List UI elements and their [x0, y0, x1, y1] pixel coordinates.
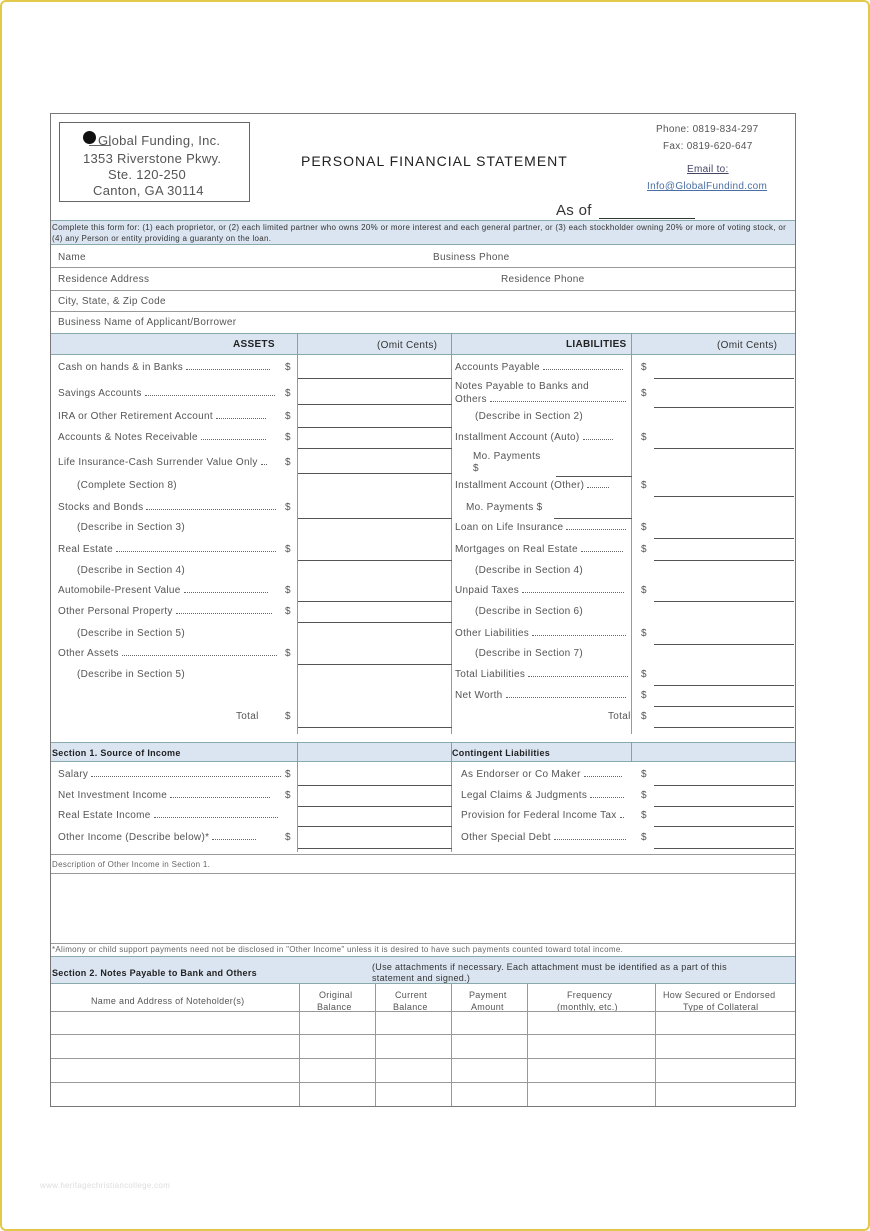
company-box [59, 122, 250, 202]
liab-mortgages-label: Mortgages on Real Estate [455, 544, 578, 555]
assets-omit-cents: (Omit Cents) [377, 340, 438, 351]
section2-note: (Use attachments if necessary. Each attachment must be identified as a part of this statement and signed.) [372, 962, 727, 983]
city-state-zip-field[interactable]: City, State, & Zip Code [58, 296, 166, 307]
currency-sign: $ [641, 810, 647, 821]
asset-stocks-label: Stocks and Bonds [58, 502, 144, 513]
currency-sign: $ [641, 432, 647, 443]
leader-dots [91, 769, 281, 777]
col-original: Original [319, 990, 353, 1000]
currency-sign: $ [285, 544, 291, 555]
liab-net-worth-label: Net Worth [455, 690, 503, 701]
business-phone-field[interactable]: Business Phone [433, 252, 510, 263]
asset-automobile-input[interactable] [298, 588, 452, 602]
col-payment: Payment [469, 990, 507, 1000]
residence-phone-field[interactable]: Residence Phone [501, 274, 585, 285]
liab-unpaid-taxes-label: Unpaid Taxes [455, 585, 520, 596]
leader-dots [532, 628, 626, 636]
asset-cash-input[interactable] [298, 365, 452, 379]
liab-note-section6: (Describe in Section 6) [475, 606, 584, 617]
divider [51, 943, 795, 944]
asset-personal-property-label: Other Personal Property [58, 606, 173, 617]
liab-other-input[interactable] [654, 631, 794, 645]
asset-note-section8: (Complete Section 8) [77, 480, 177, 491]
liab-total-liabilities-input[interactable] [654, 672, 794, 686]
contingent-special-debt-label: Other Special Debt [461, 832, 551, 843]
asset-life-insurance [58, 457, 267, 468]
liab-installment-auto-label: Installment Account (Auto) [455, 432, 580, 443]
income-investment [58, 790, 270, 801]
table-row[interactable] [51, 1058, 795, 1059]
currency-sign: $ [641, 669, 647, 680]
income-real-estate-label: Real Estate Income [58, 810, 151, 821]
contingent-special-debt [461, 832, 626, 843]
asset-savings-input[interactable] [298, 391, 452, 405]
currency-sign: $ [641, 480, 647, 491]
income-salary [58, 769, 281, 780]
assets-total-input[interactable] [298, 714, 452, 728]
section1-header: Section 1. Source of Income [52, 748, 181, 758]
currency-sign: $ [285, 606, 291, 617]
liab-life-insurance-input[interactable] [654, 525, 794, 539]
currency-sign: $ [285, 411, 291, 422]
income-real-estate [58, 810, 278, 821]
currency-sign: $ [285, 432, 291, 443]
divider [451, 984, 452, 1106]
divider [655, 984, 656, 1106]
currency-sign: $ [473, 463, 479, 474]
divider [527, 984, 528, 1106]
liab-installment-other [455, 480, 609, 491]
currency-sign: $ [641, 790, 647, 801]
col-current: Current [395, 990, 428, 1000]
asset-savings [58, 388, 275, 399]
liab-mo-payments2-label: Mo. Payments $ [466, 502, 543, 513]
leader-dots [490, 394, 626, 402]
contingent-special-debt-input[interactable] [654, 835, 794, 849]
liab-mo-payments-label: Mo. Payments [473, 451, 541, 462]
liab-installment-other-input[interactable] [654, 483, 794, 497]
liab-notes-payable: Notes Payable to Banks and [455, 381, 589, 392]
asset-note-section3: (Describe in Section 3) [77, 522, 186, 533]
asset-ira [58, 411, 266, 422]
contingent-legal [461, 790, 624, 801]
income-investment-label: Net Investment Income [58, 790, 168, 801]
asset-life-insurance-label: Life Insurance-Cash Surrender Value Only [58, 457, 258, 468]
currency-sign: $ [641, 628, 647, 639]
company-address-1: 1353 Riverstone Pkwy. [83, 151, 222, 166]
asset-receivables [58, 432, 266, 443]
asset-savings-label: Savings Accounts [58, 388, 142, 399]
leader-dots [212, 832, 256, 840]
liab-accounts-payable [455, 362, 623, 373]
divider [51, 311, 795, 312]
page-title: PERSONAL FINANCIAL STATEMENT [301, 153, 568, 169]
currency-sign: $ [641, 711, 647, 722]
liab-installment-other-label: Installment Account (Other) [455, 480, 585, 491]
liab-life-insurance [455, 522, 626, 533]
as-of-date-field[interactable] [599, 218, 695, 219]
asset-stocks [58, 502, 276, 513]
table-row[interactable] [51, 1034, 795, 1035]
table-row[interactable] [51, 1082, 795, 1083]
asset-real-estate-label: Real Estate [58, 544, 113, 555]
contingent-endorser [461, 769, 622, 780]
liabilities-header: LIABILITIES [566, 339, 627, 350]
liab-accounts-payable-input[interactable] [654, 365, 794, 379]
income-other-label: Other Income (Describe below)* [58, 832, 210, 843]
leader-dots [116, 544, 276, 552]
leader-dots [186, 362, 270, 370]
col-current-2: Balance [393, 1002, 428, 1012]
residence-address-field[interactable]: Residence Address [58, 274, 150, 285]
liab-net-worth-input[interactable] [654, 693, 794, 707]
currency-sign: $ [641, 769, 647, 780]
liab-mortgages [455, 544, 623, 555]
other-income-description-area[interactable] [51, 874, 795, 943]
liab-note-section7: (Describe in Section 7) [475, 648, 584, 659]
liab-mortgages-input[interactable] [654, 547, 794, 561]
col-payment-2: Amount [471, 1002, 504, 1012]
liab-mo-payments2-input[interactable] [554, 518, 632, 519]
asset-note-section4: (Describe in Section 4) [77, 565, 186, 576]
liab-installment-auto [455, 432, 613, 443]
liab-unpaid-taxes [455, 585, 624, 596]
liab-installment-auto-input[interactable] [654, 435, 794, 449]
col-secured-2: Type of Collateral [683, 1002, 759, 1012]
liab-total-liabilities-label: Total Liabilities [455, 669, 526, 680]
divider [51, 267, 795, 268]
asset-real-estate [58, 544, 276, 555]
email-label[interactable]: Email to: [687, 164, 729, 175]
business-name-field[interactable]: Business Name of Applicant/Borrower [58, 317, 237, 328]
instructions-band [51, 220, 795, 245]
company-address-3: Canton, GA 30114 [93, 183, 204, 198]
contingent-endorser-input[interactable] [654, 772, 794, 786]
contingent-tax [461, 810, 624, 821]
contingent-endorser-label: As Endorser or Co Maker [461, 769, 581, 780]
leader-dots [154, 810, 278, 818]
asset-note-section5b: (Describe in Section 5) [77, 669, 186, 680]
company-name: Global Funding, Inc. [98, 133, 221, 148]
divider [51, 290, 795, 291]
divider [51, 1011, 795, 1012]
footnote: *Alimony or child support payments need not be disclosed in "Other Income" unless it is desired to have such payments counted toward total income. [52, 945, 624, 954]
col-original-2: Balance [317, 1002, 352, 1012]
col-frequency-2: (monthly, etc.) [557, 1002, 618, 1012]
asset-personal-property-input[interactable] [298, 609, 452, 623]
currency-sign: $ [285, 457, 291, 468]
asset-personal-property [58, 606, 272, 617]
asset-other-label: Other Assets [58, 648, 119, 659]
liab-note-section2: (Describe in Section 2) [475, 411, 584, 422]
liabilities-omit-cents: (Omit Cents) [717, 340, 778, 351]
asset-stocks-input[interactable] [298, 505, 452, 519]
asset-other [58, 648, 277, 659]
liab-note-section4: (Describe in Section 4) [475, 565, 584, 576]
liab-notes-payable-2 [455, 394, 626, 405]
liab-notes-payable-label: Others [455, 394, 487, 405]
as-of-label: As of [556, 202, 592, 219]
leader-dots [590, 790, 624, 798]
currency-sign: $ [641, 522, 647, 533]
currency-sign: $ [285, 648, 291, 659]
liab-other-label: Other Liabilities [455, 628, 530, 639]
leader-dots [620, 810, 624, 818]
currency-sign: $ [641, 832, 647, 843]
liab-other [455, 628, 626, 639]
income-salary-label: Salary [58, 769, 89, 780]
asset-ira-input[interactable] [298, 414, 452, 428]
leader-dots [587, 480, 609, 488]
liab-total-label: Total [608, 711, 631, 722]
liab-notes-payable-input[interactable] [654, 394, 794, 408]
liab-accounts-payable-label: Accounts Payable [455, 362, 540, 373]
currency-sign: $ [641, 388, 647, 399]
currency-sign: $ [285, 502, 291, 513]
income-salary-input[interactable] [298, 772, 452, 786]
income-other [58, 832, 256, 843]
leader-dots [216, 411, 266, 419]
asset-cash [58, 362, 270, 373]
liab-net-worth [455, 690, 626, 701]
leader-dots [554, 832, 626, 840]
contact-fax: Fax: 0819-620-647 [663, 141, 753, 152]
col-frequency: Frequency [567, 990, 613, 1000]
leader-dots [145, 388, 275, 396]
currency-sign: $ [641, 585, 647, 596]
liab-unpaid-taxes-input[interactable] [654, 588, 794, 602]
leader-dots [176, 606, 272, 614]
asset-cash-label: Cash on hands & in Banks [58, 362, 184, 373]
asset-automobile-label: Automobile-Present Value [58, 585, 181, 596]
financial-statement-form [50, 113, 796, 1107]
asset-other-input[interactable] [298, 651, 452, 665]
section2-header: Section 2. Notes Payable to Bank and Others [52, 968, 257, 978]
leader-dots [506, 690, 626, 698]
liab-life-insurance-label: Loan on Life Insurance [455, 522, 564, 533]
contact-phone: Phone: 0819-834-297 [656, 124, 759, 135]
asset-life-insurance-input[interactable] [298, 460, 452, 474]
currency-sign: $ [285, 388, 291, 399]
leader-dots [146, 502, 276, 510]
currency-sign: $ [285, 790, 291, 801]
divider [299, 984, 300, 1106]
watermark: www.heritagechristiancollege.com [40, 1181, 171, 1190]
currency-sign: $ [285, 769, 291, 780]
liab-total-liabilities [455, 669, 628, 680]
asset-ira-label: IRA or Other Retirement Account [58, 411, 213, 422]
leader-dots [261, 457, 267, 465]
leader-dots [170, 790, 270, 798]
leader-dots [122, 648, 277, 656]
currency-sign: $ [285, 711, 291, 722]
leader-dots [201, 432, 266, 440]
contingent-legal-label: Legal Claims & Judgments [461, 790, 588, 801]
currency-sign: $ [641, 690, 647, 701]
divider [631, 333, 632, 734]
leader-dots [528, 669, 628, 677]
asset-real-estate-input[interactable] [298, 547, 452, 561]
contingent-header: Contingent Liabilities [452, 748, 551, 758]
income-investment-input[interactable] [298, 793, 452, 807]
col-noteholder: Name and Address of Noteholder(s) [91, 996, 245, 1006]
contingent-tax-input[interactable] [654, 813, 794, 827]
email-link[interactable]: Info@GlobalFundind.com [647, 181, 768, 192]
leader-dots [583, 432, 613, 440]
leader-dots [581, 544, 623, 552]
currency-sign: $ [285, 585, 291, 596]
currency-sign: $ [641, 362, 647, 373]
currency-sign: $ [285, 832, 291, 843]
assets-total-label: Total [236, 711, 259, 722]
leader-dots [584, 769, 622, 777]
asset-receivables-input[interactable] [298, 435, 452, 449]
currency-sign: $ [285, 362, 291, 373]
divider [631, 742, 632, 762]
globe-icon [83, 131, 96, 144]
asset-automobile [58, 585, 268, 596]
asset-note-section5: (Describe in Section 5) [77, 628, 186, 639]
leader-dots [184, 585, 268, 593]
leader-dots [543, 362, 623, 370]
income-other-input[interactable] [298, 835, 452, 849]
contingent-legal-input[interactable] [654, 793, 794, 807]
liab-mo-payments-input[interactable] [556, 476, 632, 477]
other-income-description-label: Description of Other Income in Section 1. [52, 860, 211, 869]
name-field[interactable]: Name [58, 252, 86, 263]
liab-total-input[interactable] [654, 714, 794, 728]
company-address-2: Ste. 120-250 [108, 167, 187, 182]
contingent-tax-label: Provision for Federal Income Tax [461, 810, 617, 821]
leader-dots [522, 585, 624, 593]
currency-sign: $ [641, 544, 647, 555]
divider [375, 984, 376, 1106]
leader-dots [566, 522, 626, 530]
divider [51, 854, 795, 855]
asset-receivables-label: Accounts & Notes Receivable [58, 432, 198, 443]
col-secured: How Secured or Endorsed [663, 990, 776, 1000]
assets-header: ASSETS [233, 339, 275, 350]
income-real-estate-input[interactable] [298, 813, 452, 827]
instructions-text: Complete this form for: (1) each proprietor, or (2) each limited partner who owns 20% or more interest and each general partner, or (3) each stockholder owning 20% or more of voting stock, or (4) any Person or entity providing a guaranty on the loan. [52, 223, 787, 243]
